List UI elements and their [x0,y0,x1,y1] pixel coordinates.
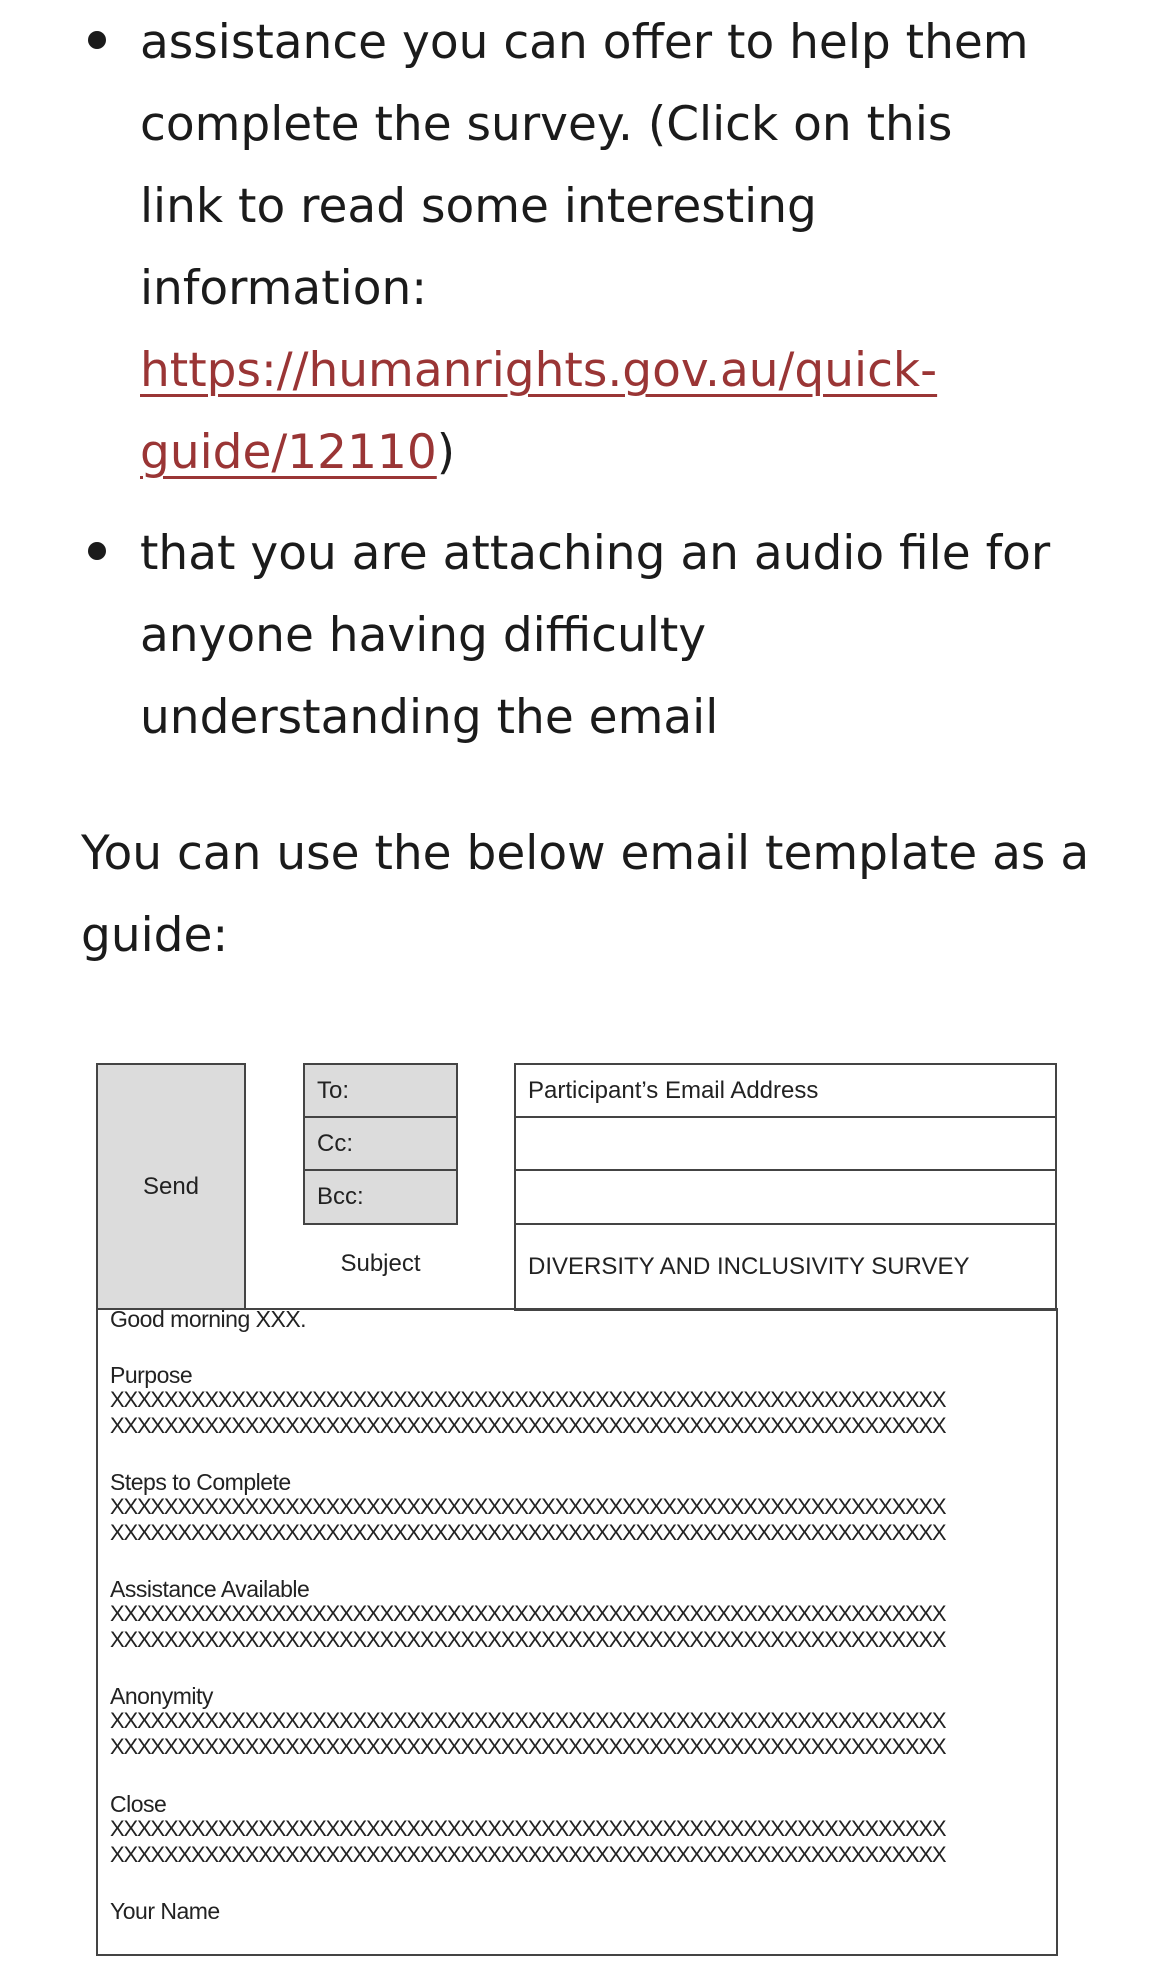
greeting-text: Good morning XXX. [110,1306,307,1332]
placeholder-line: XXXXXXXXXXXXXXXXXXXXXXXXXXXXXXXXXXXXXXXXXXXXXXXXXXXXXXXXXXXXXX [110,1735,946,1759]
bullet-text-line: anyone having difficulty [140,608,707,663]
placeholder-line: XXXXXXXXXXXXXXXXXXXXXXXXXXXXXXXXXXXXXXXXXXXXXXXXXXXXXXXXXXXXXX [110,1388,946,1412]
bcc-label [303,1169,458,1225]
intro-line: You can use the below email template as a [81,826,1090,881]
placeholder-line: XXXXXXXXXXXXXXXXXXXXXXXXXXXXXXXXXXXXXXXXXXXXXXXXXXXXXXXXXXXXXX [110,1628,946,1652]
section-heading: Close [110,1791,167,1817]
bullet-text-line: assistance you can offer to help them [140,15,1029,70]
placeholder-line: XXXXXXXXXXXXXXXXXXXXXXXXXXXXXXXXXXXXXXXXXXXXXXXXXXXXXXXXXXXXXX [110,1602,946,1626]
link-close-paren: ) [436,425,456,480]
cc-label [303,1116,458,1171]
bcc-label-text: Bcc: [317,1183,364,1210]
placeholder-line: XXXXXXXXXXXXXXXXXXXXXXXXXXXXXXXXXXXXXXXXXXXXXXXXXXXXXXXXXXXXXX [110,1817,946,1841]
placeholder-line: XXXXXXXXXXXXXXXXXXXXXXXXXXXXXXXXXXXXXXXXXXXXXXXXXXXXXXXXXXXXXX [110,1414,946,1438]
bullet-text-line: that you are attaching an audio file for [140,526,1051,581]
to-label [303,1063,458,1118]
placeholder-line: XXXXXXXXXXXXXXXXXXXXXXXXXXXXXXXXXXXXXXXXXXXXXXXXXXXXXXXXXXXXXX [110,1709,946,1733]
humanrights-link-part1[interactable]: https://humanrights.gov.au/quick- [140,343,938,398]
section-heading: Assistance Available [110,1576,310,1602]
bullet-text-line: complete the survey. (Click on this [140,97,953,152]
placeholder-line: XXXXXXXXXXXXXXXXXXXXXXXXXXXXXXXXXXXXXXXXXXXXXXXXXXXXXXXXXXXXXX [110,1521,946,1545]
bullet-text-line: understanding the email [140,690,719,745]
bullet-text-line: link to read some interesting [140,179,817,234]
subject-label: Subject [340,1250,421,1277]
subject-field: DIVERSITY AND INCLUSIVITY SURVEY [514,1223,1057,1311]
section-heading: Purpose [110,1362,193,1388]
humanrights-link-part2[interactable]: guide/12110 [140,425,437,480]
placeholder-line: XXXXXXXXXXXXXXXXXXXXXXXXXXXXXXXXXXXXXXXXXXXXXXXXXXXXXXXXXXXXXX [110,1843,946,1867]
send-button: Send [96,1063,246,1310]
intro-line: guide: [81,908,229,963]
to-label-text: To: [317,1076,350,1104]
placeholder-line: XXXXXXXXXXXXXXXXXXXXXXXXXXXXXXXXXXXXXXXXXXXXXXXXXXXXXXXXXXXXXX [110,1495,946,1519]
section-heading: Steps to Complete [110,1469,291,1495]
bullet-text-line: information: [140,261,428,316]
cc-label-text: Cc: [317,1129,353,1157]
bcc-field [514,1169,1057,1225]
to-field: Participant’s Email Address [514,1063,1057,1118]
section-heading: Anonymity [110,1683,213,1709]
signature-text: Your Name [110,1898,220,1924]
cc-field [514,1116,1057,1171]
